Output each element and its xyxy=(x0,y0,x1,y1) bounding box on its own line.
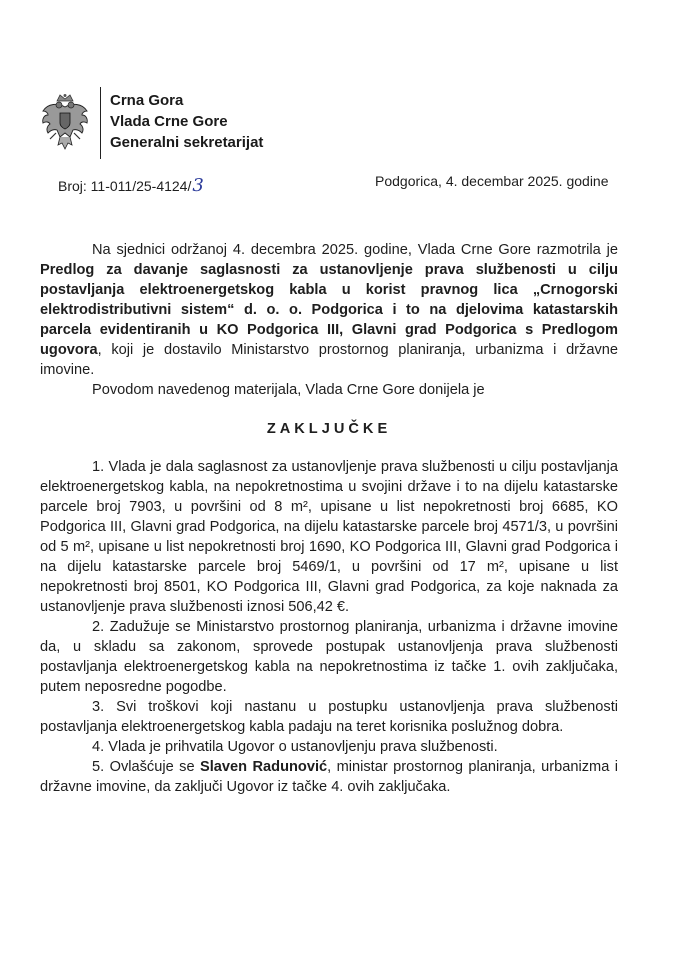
issuing-authority xyxy=(110,90,263,153)
conclusion-4: 4. Vlada je prihvatila Ugovor o ustanovljenju prava službenosti. xyxy=(92,739,498,755)
intro-text-2: , koji je dostavilo Ministarstvo prostornog planiranja, urbanizma i državne imovine. xyxy=(40,342,618,378)
org-line-government: Vlada Crne Gore xyxy=(110,113,228,130)
org-line-country: Crna Gora xyxy=(110,92,184,109)
reference-number-label: Broj: 11-011/25-4124/ xyxy=(58,178,192,194)
reference-number xyxy=(58,175,204,196)
handwritten-suffix: 3 xyxy=(192,175,204,196)
conclusion-1: 1. Vlada je dala saglasnost za ustanovljenje prava službenosti u cilju postavljanja elektroenergetskog kabla, na nepokretnostima u svojini države i to na dijelu katastarske parcele broj 7903, u površini od 8 m², upisane u list nepokretnosti broj 6685, KO Podgorica III, Glavni grad Podgorica, na dijelu katastarske parcele broj 4571/3, u površini od 5 m², upisane u list nepokretnosti broj 1690, KO Podgorica III, Glavni grad Podgorica i na dijelu katastarske parcele broj 5469/1, u površini od 17 m², upisane u list nepokretnosti broj 8501, KO Podgorica III, Glavni grad Podgorica, za koje naknada za ustanovljenje prava službenosti iznosi 506,42 €. xyxy=(40,459,618,615)
intro-text-1: Na sjednici održanoj 4. decembra 2025. godine, Vlada Crne Gore razmotrila je xyxy=(92,242,618,258)
conclusion-5-prefix: 5. Ovlašćuje se xyxy=(92,759,201,775)
document-body xyxy=(40,240,618,797)
montenegro-coat-of-arms-icon xyxy=(40,93,90,153)
conclusion-5 xyxy=(40,757,618,797)
conclusion-2: 2. Zadužuje se Ministarstvo prostornog planiranja, urbanizma i državne imovine da, u skladu sa zakonom, sprovede postupak ustanovljenja prava službenosti postavljanja elektroenergetskog kabla na nepokretnostima iz tačke 1. ovih zaključaka, putem neposredne pogodbe. xyxy=(40,619,618,695)
intro-paragraph xyxy=(40,240,618,380)
conclusion-5-suffix: , ministar prostornog planiranja, urbanizma i državne imovine, da zaključi Ugovor iz tačke 4. ovih zaključaka. xyxy=(40,759,618,795)
header-divider xyxy=(100,87,101,159)
conclusion-3: 3. Svi troškovi koji nastanu u postupku ustanovljenja prava službenosti postavljanja elektroenergetskog kabla padaju na teret korisnika poslužnog dobra. xyxy=(40,699,618,735)
document-date: Podgorica, 4. decembar 2025. godine xyxy=(375,173,609,189)
org-line-secretariat: Generalni sekretarijat xyxy=(110,134,264,151)
povodom-paragraph: Povodom navedenog materijala, Vlada Crne Gore donijela je xyxy=(92,382,485,398)
conclusions-heading: ZAKLJUČKE xyxy=(266,421,392,437)
minister-name: Slaven Radunović xyxy=(200,759,328,775)
intro-bold-subject: Predlog za davanje saglasnosti za ustanovljenje prava službenosti u cilju postavljanja elektroenergetskog kabla u korist pravnog lica „Crnogorski elektrodistributivni sistem“ d. o. o. Podgorica i to na djelovima katastarskih parcela evidentiranih u KO Podgorica III, Glavni grad Podgorica s Predlogom ugovora xyxy=(40,262,618,358)
